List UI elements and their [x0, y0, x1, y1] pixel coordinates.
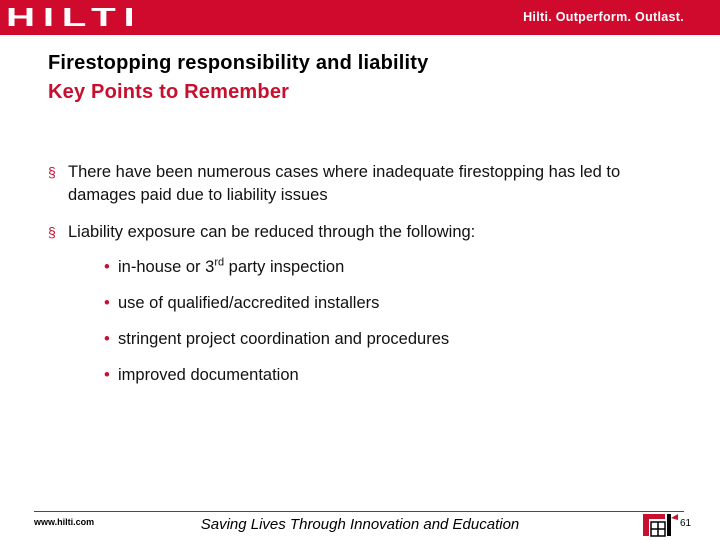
square-bullet-icon: § [48, 224, 56, 240]
hilti-logo [6, 1, 143, 32]
sub-bullet-item [84, 292, 688, 315]
page-number: 61 [680, 518, 692, 529]
sub-bullet-item [84, 256, 688, 279]
square-bullet-icon: § [48, 164, 56, 180]
logo-text: HILTI [6, 1, 143, 32]
header-tagline: Hilti. Outperform. Outlast. [523, 10, 684, 24]
sub-bullet-list [68, 256, 688, 387]
fire-protection-logo-icon [641, 512, 681, 538]
bullet-text: There have been numerous cases where inadequate firestopping has led to damages paid due to liability issues [68, 163, 621, 204]
sub-bullet-text-post: party inspection [224, 258, 345, 276]
sub-bullet-text-pre: in-house or 3 [118, 258, 215, 276]
sub-bullet-text: stringent project coordination and procedures [118, 330, 450, 348]
sub-bullet-text: use of qualified/accredited installers [118, 294, 380, 312]
bullet-list [48, 161, 688, 401]
footer-divider [34, 511, 684, 512]
slide-subtitle: Key Points to Remember [48, 81, 290, 103]
sub-bullet-text: improved documentation [118, 366, 299, 384]
dot-bullet-icon: • [104, 366, 110, 384]
dot-bullet-icon: • [104, 294, 110, 312]
sub-bullet-item [84, 364, 688, 387]
dot-bullet-icon: • [104, 258, 110, 276]
header-bar [0, 0, 720, 35]
bullet-text: Liability exposure can be reduced through the following: [68, 223, 476, 241]
sub-bullet-item [84, 328, 688, 351]
slide-title: Firestopping responsibility and liability [48, 52, 429, 74]
ordinal-suffix: rd [214, 256, 225, 269]
bullet-item [48, 221, 688, 387]
dot-bullet-icon: • [104, 330, 110, 348]
bullet-item [48, 161, 688, 207]
footer-slogan: Saving Lives Through Innovation and Education [200, 516, 520, 533]
footer-url: www.hilti.com [34, 517, 95, 527]
